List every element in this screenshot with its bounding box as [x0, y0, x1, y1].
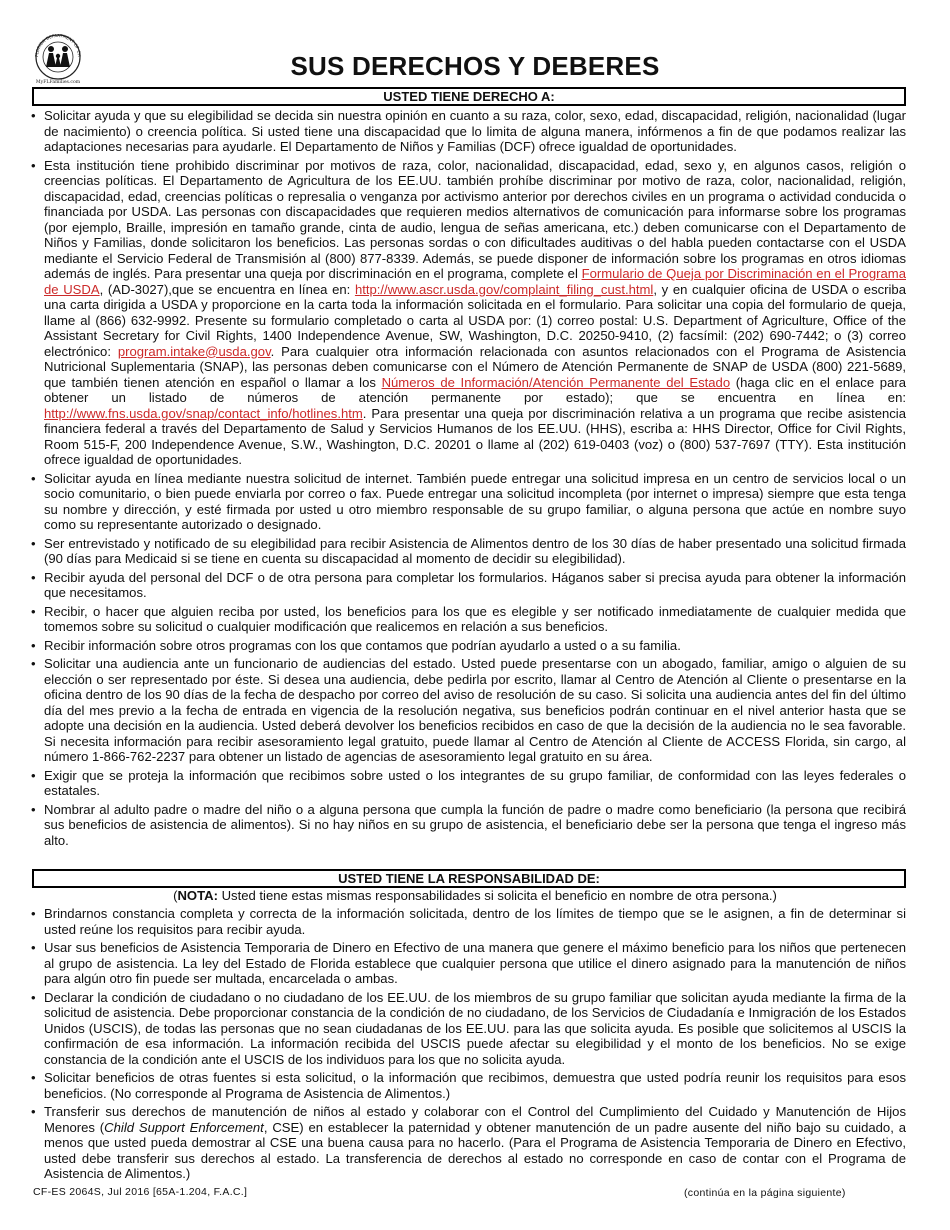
list-item: • Exigir que se proteja la información que recibimos sobre usted o los integrantes de su grupo familiar, de conformidad con las leyes federales o estatales. — [30, 768, 906, 799]
list-item: • Solicitar ayuda en línea mediante nuestra solicitud de internet. También puede entregar una solicitud impresa en un centro de servicios local o un socio comunitario, o bien puede enviarla por correo o fax. Puede entregar una solicitud incompleta (por internet o impresa) siempre que esta tenga su nombre y dirección, y esté firmada por usted u otro miembro responsable de su grupo familiar, o alguna persona que actúe en nombre suyo como su representante autorizado o designado. — [30, 471, 906, 533]
usda-complaint-form-link[interactable]: Formulario de Queja por Discriminación en el Programa de USDA — [44, 266, 906, 297]
rights-header: USTED TIENE DERECHO A: — [32, 87, 906, 106]
fns-hotlines-url-link[interactable]: http://www.fns.usda.gov/snap/contact_info/hotlines.htm — [44, 405, 363, 421]
program-intake-email-link[interactable]: program.intake@usda.gov — [117, 343, 271, 359]
list-item: • Recibir ayuda del personal del DCF o de otra persona para completar los formularios. Háganos saber si precisa ayuda para obtener la información que necesitamos. — [30, 570, 906, 601]
logo-ring-text: FLORIDA DEPARTMENT OF CH — [33, 33, 83, 58]
page-title: SUS DERECHOS Y DEBERES — [290, 51, 660, 81]
responsibilities-header: USTED TIENE LA RESPONSABILIDAD DE: — [32, 869, 906, 888]
list-item: • Brindarnos constancia completa y correcta de la información solicitada, dentro de los límites de tiempo que se le asignen, a fin de determinar si usted reúne los requisitos para recibir ayuda. — [30, 906, 906, 937]
list-item: • Solicitar una audiencia ante un funcionario de audiencias del estado. Usted puede presentarse con un abogado, familiar, amigo o alguien de su elección o ser representado por éste. Si desea una audiencia, debe pedirla por escrito, llamar al Centro de Atención al Cliente o presentarse en la oficina dentro de los 90 días de la fecha de despacho por correo del aviso de resolución de su caso. Si solicita una audiencia antes del fin del último día del mes previo a la fecha de entrada en vigencia de la resolución negativa, sus beneficios podrán continuar en el nivel anterior hasta que se adopte una decisión en la audiencia. Usted deberá devolver los beneficios recibidos en caso de que la decisión de la audiencia no le sea favorable. Si necesita información para recibir asesoramiento legal gratuito, puede llamar al Centro de Atención al Cliente de ACCESS Florida, sin cargo, al número 1-866-762-2237 para obtener un listado de agencias de asesoramiento legal gratuito en su área. — [30, 656, 906, 765]
list-item: • Solicitar ayuda y que su elegibilidad se decida sin nuestra opinión en cuanto a su raza, color, sexo, edad, discapacidad, religión, nacionalidad (lugar de nacimiento) o creencia política. Si usted tiene una discapacidad que lo limita de alguna manera, infórmenos a fin de que podamos realizar las adaptaciones necesarias para ayudarle. El Departamento de Niños y Familias (DCF) ofrece igualdad de oportunidades. — [30, 108, 906, 155]
responsibilities-note: (NOTA: Usted tiene estas mismas responsabilidades si solicita el beneficio en nombre de otra persona.) — [173, 888, 777, 903]
list-item: • Esta institución tiene prohibido discriminar por motivos de raza, color, nacionalidad, discapacidad, edad, sexo y, en algunos casos, religión o creencias políticas. El Departamento de Agricultura de los EE.UU. también prohíbe discriminar por motivo de raza, color, nacionalidad, religión, discapacidad, edad, creencias políticas o represalia o venganza por activismo anterior por derechos civiles en un programa o actividad conducida o financiada por USDA. Las personas con discapacidades que requieren medios alternativos de comunicación para informarse sobre los programas (por ejemplo, Braille, impresión en tamaño grande, cinta de audio, lengua de señas americana, etc.) deben comunicarse con el Departamento de Niños y Familias, donde solicitaron los beneficios. Las personas sordas o con dificultades auditivas o del habla pueden contactarse con el USDA mediante el Servicio Federal de Transmisión al (800) 877-8339. Además, se puede disponer de información sobre los programas en otros idiomas además de inglés. Para presentar una queja por discriminación en el programa, complete el Formulario de Queja por Discriminación en el Programa de USDA, (AD-3027),que se encuentra en línea en: http://www.ascr.usda.gov/complaint_filing_cust.html, y en cualquier oficina de USDA o escriba una carta dirigida a USDA y proporcione en la carta toda la información solicitada en el formulario. Para solicitar una copia del formulario de queja, llame al (866) 632-9992. Presente su formulario completado o carta al USDA por: (1) correo postal: U.S. Department of Agriculture, Office of the Assistant Secretary for Civil Rights, 1400 Independence Avenue, SW, Washington, D.C. 20250-9410, (2) facsímil: (202) 690-7442; o (3) correo electrónico: program.intake@usda.gov. Para cualquier otra información relacionada con asuntos relacionados con el Programa de Asistencia Nutricional Suplementaria (SNAP), las personas deben comunicarse con el Número de Atención Permanente de SNAP de USDA (800) 221-5689, que también tienen atención en español o llamar a los Números de Información/Atención Permanente del Estado (haga clic en el enlace para obtener un listado de números de atención permanente por estado); que se encuentra en línea en: http://www.fns.usda.gov/snap/contact_info/hotlines.htm. Para presentar una queja por discriminación relativa a un programa que recibe asistencia financiera federal a través del Departamento de Salud y Servicios Humanos de los EE.UU. (HHS), escriba a: HHS Director, Office for Civil Rights, Room 515-F, 200 Independence Avenue, S.W., Washington, D.C. 20201 o llame al (202) 619-0403 (voz) o (800) 537-7697 (TTY). Esta institución ofrece igualdad de oportunidades. — [30, 158, 906, 468]
form-id: CF-ES 2064S, Jul 2016 [65A-1.204, F.A.C.] — [33, 1186, 248, 1198]
list-item: • Recibir información sobre otros programas con los que contamos que podrían ayudarlo a usted o a su familia. — [30, 638, 906, 654]
list-item: • Recibir, o hacer que alguien reciba por usted, los beneficios para los que es elegible y ser notificado inmediatamente de cualquier medida que tomemos sobre su solicitud o cualquier modificación que realicemos en relación a sus beneficios. — [30, 604, 906, 635]
ascr-complaint-url-link[interactable]: http://www.ascr.usda.gov/complaint_filing_cust.html — [354, 281, 654, 297]
responsibilities-list — [30, 906, 906, 1185]
logo-caption: MyFLFamilies.com — [35, 80, 81, 85]
list-item: • Ser entrevistado y notificado de su elegibilidad para recibir Asistencia de Alimentos dentro de los 30 días de haber presentado una solicitud firmada (90 días para Medicaid si se tiene en cuenta su discapacidad al momento de decidir su elegibilidad). — [30, 536, 906, 567]
state-hotlines-link[interactable]: Números de Información/Atención Permanente del Estado — [381, 374, 731, 390]
list-item: • Nombrar al adulto padre o madre del niño o a alguna persona que cumpla la función de padre o madre como beneficiario (la persona que recibirá sus beneficios de asistencia de alimentos). Si no hay niños en su grupo de asistencia, el beneficiario debe ser la persona que tenga el ingreso más alto. — [30, 802, 906, 849]
list-item: • Usar sus beneficios de Asistencia Temporaria de Dinero en Efectivo de una manera que genere el máximo beneficio para los niños que pertenecen al grupo de asistencia. La ley del Estado de Florida establece que cualquier persona que utilice el dinero asignado para la manutención de niños para algún otro fin puede ser multada, encarcelada o ambas. — [30, 940, 906, 987]
list-item: • Solicitar beneficios de otras fuentes si esta solicitud, o la información que recibimos, demuestra que usted podría reunir los requisitos para esos beneficios. (No corresponde al Programa de Asistencia de Alimentos.) — [30, 1070, 906, 1101]
rights-list — [30, 108, 906, 851]
list-item: • Declarar la condición de ciudadano o no ciudadano de los EE.UU. de los miembros de su grupo familiar que solicitan ayuda mediante la firma de la solicitud de asistencia. Debe proporcionar constancia de la condición de no ciudadano, de los Servicios de Ciudadanía e Inmigración de los Estados Unidos (USCIS), de todas las personas que no sean ciudadanas de los EE.UU. para las que solicita ayuda. Es posible que solicitemos al USCIS la confirmación de esa información. La información recibida del USCIS puede afectar su elegibilidad y el monto de los beneficios. No se exige constancia de la condición ante el USCIS de los individuos para los que no solicita ayuda. — [30, 990, 906, 1068]
continued-note: (continúa en la página siguiente) — [684, 1187, 846, 1199]
list-item: • Transferir sus derechos de manutención de niños al estado y colaborar con el Control del Cumplimiento del Cuidado y Manutención de Hijos Menores (Child Support Enforcement, CSE) en establecer la paternidad y obtener manutención de un padre ausente del niño bajo su cuidado, a menos que usted pueda demostrar al CSE una buena causa para no hacerlo. (Para el Programa de Asistencia Temporaria de Dinero en Efectivo, usted debe transferir sus derechos al estado. La transferencia de derechos al estado no corresponde en caso de contar con el Programa de Asistencia de Alimentos.) — [30, 1104, 906, 1182]
